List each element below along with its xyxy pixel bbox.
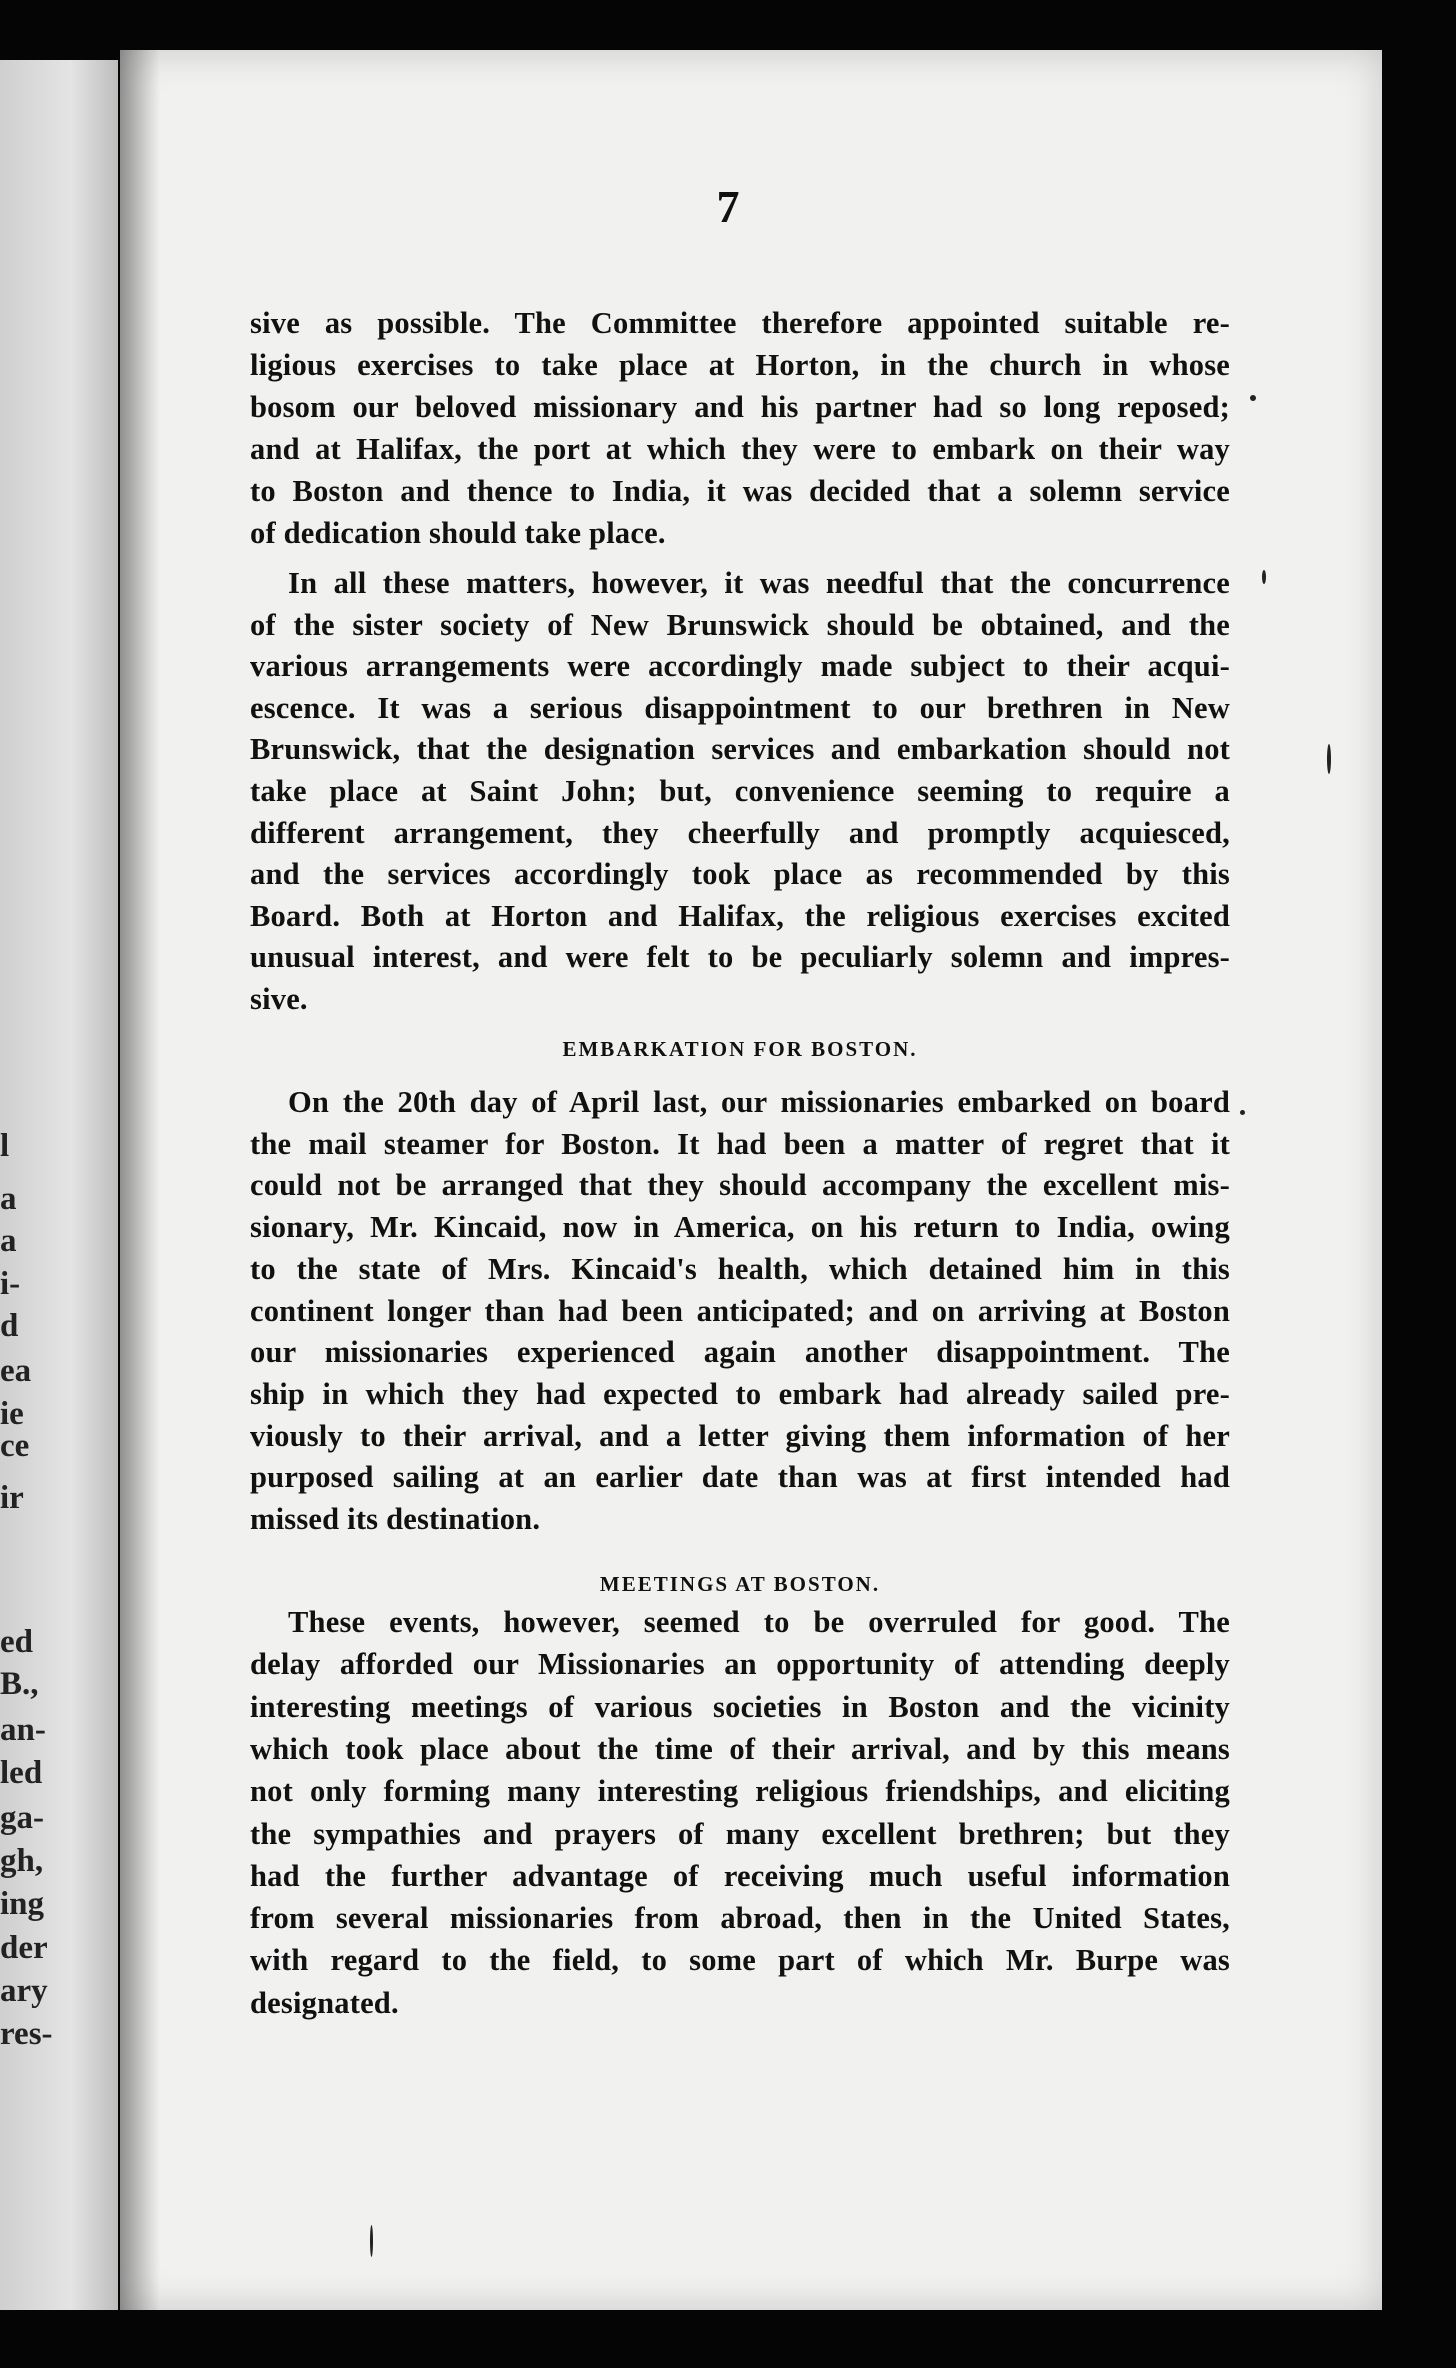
left-page-fragment: ing xyxy=(0,1886,45,1922)
page-gutter-shadow xyxy=(120,50,160,2310)
left-page-fragment: i- xyxy=(0,1266,21,1302)
text-line: purposed sailing at an earlier date than was at first intended had xyxy=(250,1460,1230,1495)
scan-speck xyxy=(1327,744,1331,774)
text-line: to Boston and thence to India, it was decided that a solemn service xyxy=(250,474,1230,508)
left-page-fragment: ce xyxy=(0,1428,30,1464)
text-line: of dedication should take place. xyxy=(250,516,666,550)
left-page-fragment: der xyxy=(0,1930,48,1966)
text-line: unusual interest, and were felt to be peculiarly solemn and impres- xyxy=(250,940,1230,975)
text-line: to the state of Mrs. Kincaid's health, which detained him in this xyxy=(250,1251,1230,1286)
text-line: sionary, Mr. Kincaid, now in America, on his return to India, owing xyxy=(250,1210,1230,1245)
text-line: the sympathies and prayers of many excellent brethren; but they xyxy=(250,1816,1230,1851)
text-line: ship in which they had expected to embark had already sailed pre- xyxy=(250,1376,1230,1411)
text-line: These events, however, seemed to be overruled for good. The xyxy=(288,1605,1230,1639)
left-page-fragment: ga- xyxy=(0,1800,44,1836)
text-line: had the further advantage of receiving much useful information xyxy=(250,1858,1230,1893)
text-line: of the sister society of New Brunswick should be obtained, and the xyxy=(250,607,1230,642)
left-page-fragment: ea xyxy=(0,1353,32,1389)
left-page-fragment: an- xyxy=(0,1712,46,1748)
text-line: On the 20th day of April last, our missionaries embarked on board xyxy=(288,1085,1230,1119)
section-heading: MEETINGS AT BOSTON. xyxy=(599,1572,881,1596)
scan-speck xyxy=(1240,1110,1245,1115)
text-line: sive. xyxy=(250,982,308,1016)
left-page-fragment: led xyxy=(0,1755,43,1791)
text-line: viously to their arrival, and a letter giving them information of her xyxy=(250,1418,1230,1453)
scan-speck xyxy=(1250,395,1256,401)
text-line: could not be arranged that they should accompany the excellent mis- xyxy=(250,1168,1230,1203)
page-number: 7 xyxy=(716,181,740,232)
scan-speck xyxy=(1262,570,1266,584)
text-line: missed its destination. xyxy=(250,1502,541,1536)
text-line: Board. Both at Horton and Halifax, the religious exercises excited xyxy=(250,898,1230,933)
left-page-fragment: B., xyxy=(0,1666,39,1702)
left-page-fragment: d xyxy=(0,1308,19,1344)
left-page-fragment: ir xyxy=(0,1480,24,1516)
text-line: with regard to the field, to some part of which Mr. Burpe was xyxy=(250,1943,1230,1978)
text-line: continent longer than had been anticipated; and on arriving at Boston xyxy=(250,1293,1230,1328)
text-line: ligious exercises to take place at Horton, in the church in whose xyxy=(250,348,1230,382)
text-line: various arrangements were accordingly made subject to their acqui- xyxy=(250,649,1230,684)
scan-speck xyxy=(370,2225,373,2257)
left-page-fragment: ie xyxy=(0,1396,24,1432)
text-line: designated. xyxy=(250,1985,399,2020)
left-page-fragment: ed xyxy=(0,1624,33,1660)
text-line: our missionaries experienced again another disappointment. The xyxy=(250,1335,1230,1370)
text-line: not only forming many interesting religious friendships, and eliciting xyxy=(250,1774,1230,1809)
left-page-fragment: a xyxy=(0,1181,17,1217)
text-line: and at Halifax, the port at which they were to embark on their way xyxy=(250,432,1230,466)
left-page-fragment: l xyxy=(0,1128,10,1164)
text-line: Brunswick, that the designation services and embarkation should not xyxy=(250,732,1230,767)
text-line: which took place about the time of their arrival, and by this means xyxy=(250,1731,1230,1766)
section-heading: EMBARKATION FOR BOSTON. xyxy=(562,1037,918,1061)
text-line: sive as possible. The Committee therefore appointed suitable re- xyxy=(250,306,1230,340)
text-line: interesting meetings of various societies in Boston and the vicinity xyxy=(250,1689,1230,1724)
text-line: escence. It was a serious disappointment to our brethren in New xyxy=(250,690,1230,725)
text-line: the mail steamer for Boston. It had been a matter of regret that it xyxy=(250,1126,1230,1161)
left-page-fragment: a xyxy=(0,1223,17,1259)
left-page-fragment: ary xyxy=(0,1973,48,2009)
text-line: bosom our beloved missionary and his partner had so long reposed; xyxy=(250,390,1230,424)
left-page-fragment: gh, xyxy=(0,1843,44,1879)
text-line: delay afforded our Missionaries an opportunity of attending deeply xyxy=(250,1647,1230,1682)
text-line: In all these matters, however, it was needful that the concurrence xyxy=(288,566,1230,600)
text-line: and the services accordingly took place as recommended by this xyxy=(250,857,1230,892)
left-page-fragment: res- xyxy=(0,2016,53,2052)
text-line: different arrangement, they cheerfully and promptly acquiesced, xyxy=(250,815,1230,850)
text-line: from several missionaries from abroad, then in the United States, xyxy=(250,1901,1230,1936)
text-line: take place at Saint John; but, convenience seeming to require a xyxy=(250,774,1230,808)
